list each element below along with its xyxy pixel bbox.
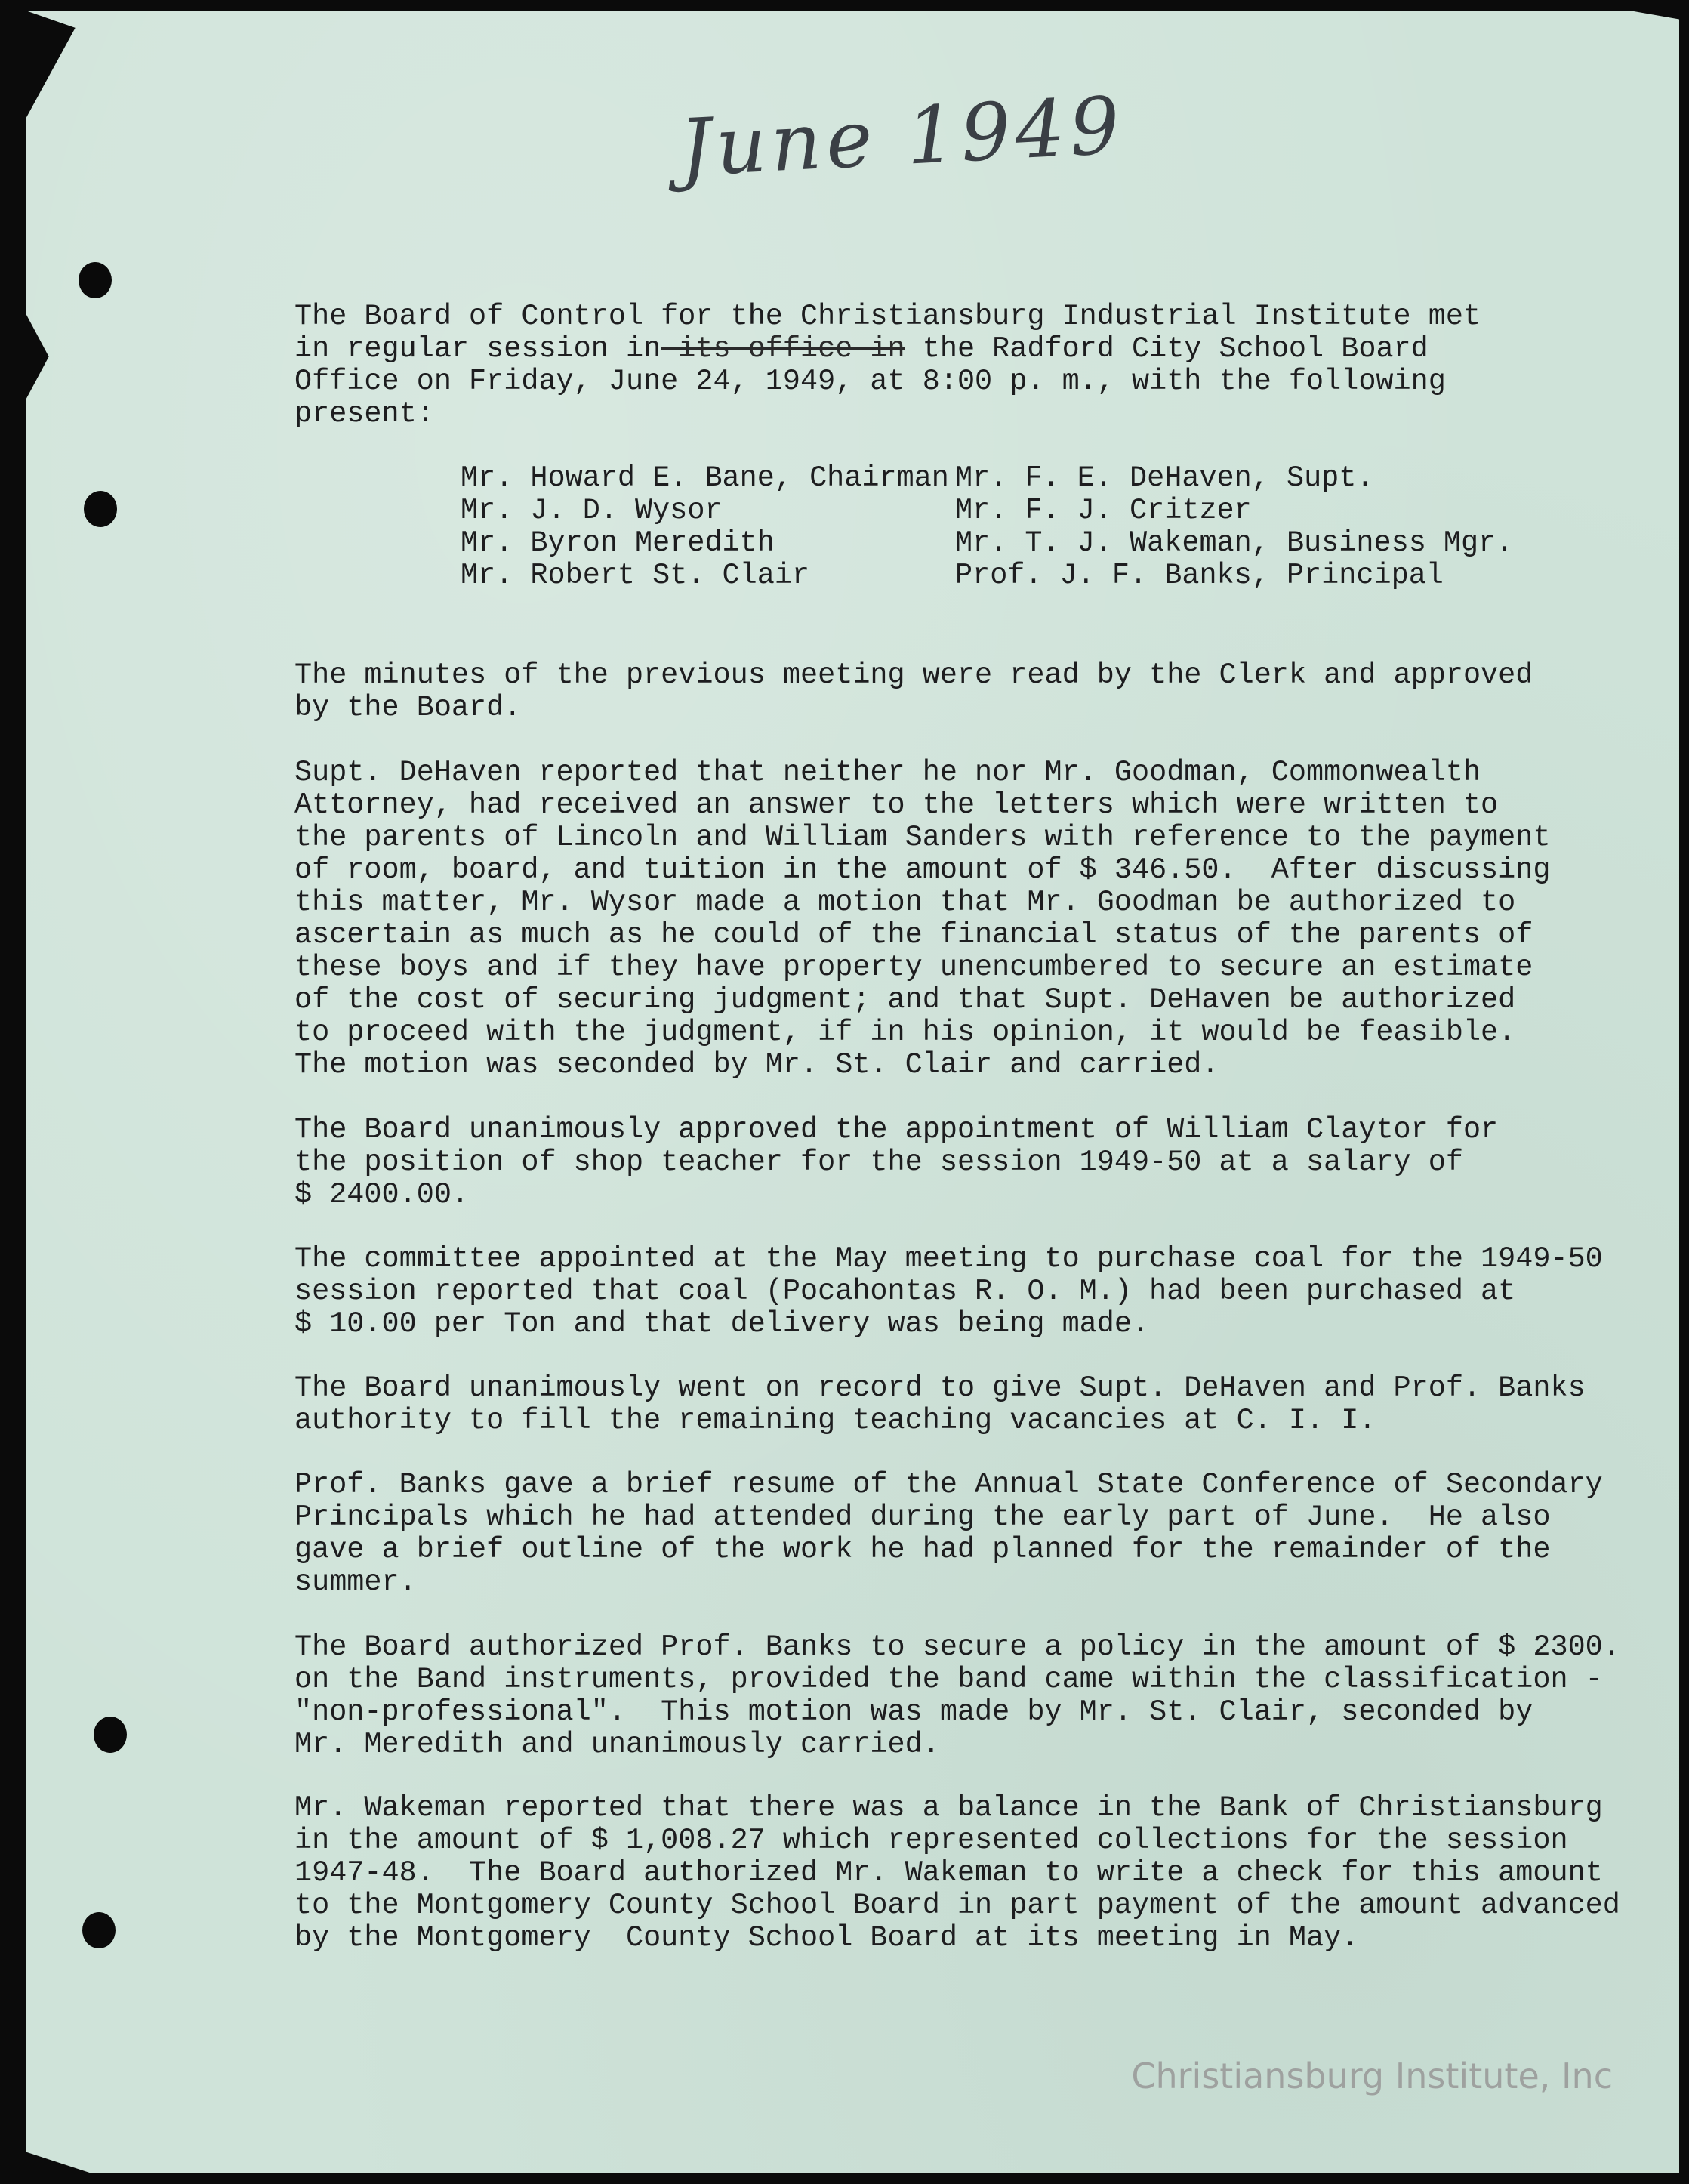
attendee-left: Mr. J. D. Wysor [461, 494, 723, 527]
punch-hole-lower [94, 1717, 127, 1753]
minutes-paragraph: The minutes of the previous meeting were read by the Clerk and approved by the Board. [294, 659, 1533, 724]
vacancies-paragraph: The Board unanimously went on record to give Supt. DeHaven and Prof. Banks authority to fill the remaining teaching vacancies at C. I. I. [294, 1371, 1586, 1437]
intro-line-2-end: the Radford City School Board [905, 332, 1429, 366]
banks-paragraph: Prof. Banks gave a brief resume of the Annual State Conference of Secondary Principals which he had attended during the early part of June. He also gave a brief outline of the work he had planned for the remainder of the summer. [294, 1468, 1603, 1599]
attendee-right: Mr. F. E. DeHaven, Supt. [955, 461, 1374, 495]
coal-paragraph: The committee appointed at the May meeting to purchase coal for the 1949-50 session reported that coal (Pocahontas R. O. M.) had been purchased at $ 10.00 per Ton and that delivery was being made. [294, 1242, 1603, 1340]
punch-hole-upper [84, 491, 117, 527]
attendee-left: Mr. Robert St. Clair [461, 559, 810, 592]
attendee-left: Mr. Howard E. Bane, Chairman [461, 461, 949, 495]
punch-hole-bottom [82, 1912, 116, 1948]
policy-paragraph: The Board authorized Prof. Banks to secure a policy in the amount of $ 2300. on the Band instruments, provided the band came within the classification - "non-professional". This motion was made by Mr. St. Clair, seconded by Mr. Meredith and unanimously carried. [294, 1630, 1620, 1761]
attendee-list [461, 462, 1513, 592]
attendee-right: Mr. F. J. Critzer [955, 494, 1252, 527]
watermark: Christiansburg Institute, Inc [1131, 2056, 1613, 2096]
wakeman-paragraph: Mr. Wakeman reported that there was a balance in the Bank of Christiansburg in the amount of $ 1,008.27 which represented collections for the session 1947-48. The Board authorized Mr. Wakeman to write a check for this amount to the Montgomery County School Board in part payment of the amount advanced by the Montgomery County School Board at its meeting in May. [294, 1791, 1620, 1954]
claytor-paragraph: The Board unanimously approved the appointment of William Claytor for the position of shop teacher for the session 1949-50 at a salary of $ 2400.00. [294, 1113, 1499, 1211]
sanders-paragraph: Supt. DeHaven reported that neither he nor Mr. Goodman, Commonwealth Attorney, had received an answer to the letters which were written to the parents of Lincoln and William Sanders with reference to the payment of room, board, and tuition in the amount of $ 346.50. After discussing this matter, Mr. Wysor made a motion that Mr. Goodman be authorized to ascertain as much as he could of the financial status of the parents of these boys and if they have property unencumbered to secure an estimate of the cost of securing judgment; and that Supt. DeHaven be authorized to proceed with the judgment, if in his opinion, it would be feasible. The motion was seconded by Mr. St. Clair and carried. [294, 756, 1551, 1081]
attendee-right: Prof. J. F. Banks, Principal [955, 559, 1444, 592]
attendee-left: Mr. Byron Meredith [461, 526, 775, 560]
attendee-right: Mr. T. J. Wakeman, Business Mgr. [955, 526, 1514, 560]
struck-text: its office in [661, 332, 905, 366]
handwritten-date: June 1949 [677, 79, 1127, 195]
intro-paragraph [294, 301, 1481, 430]
intro-line-1: The Board of Control for the Christiansburg Industrial Institute met [294, 300, 1481, 333]
intro-line-3: Office on Friday, June 24, 1949, at 8:00 p. m., with the following [294, 365, 1446, 398]
intro-line-4: present: [294, 397, 434, 430]
intro-line-2-start: in regular session in [294, 332, 661, 366]
punch-hole-top [79, 262, 112, 298]
